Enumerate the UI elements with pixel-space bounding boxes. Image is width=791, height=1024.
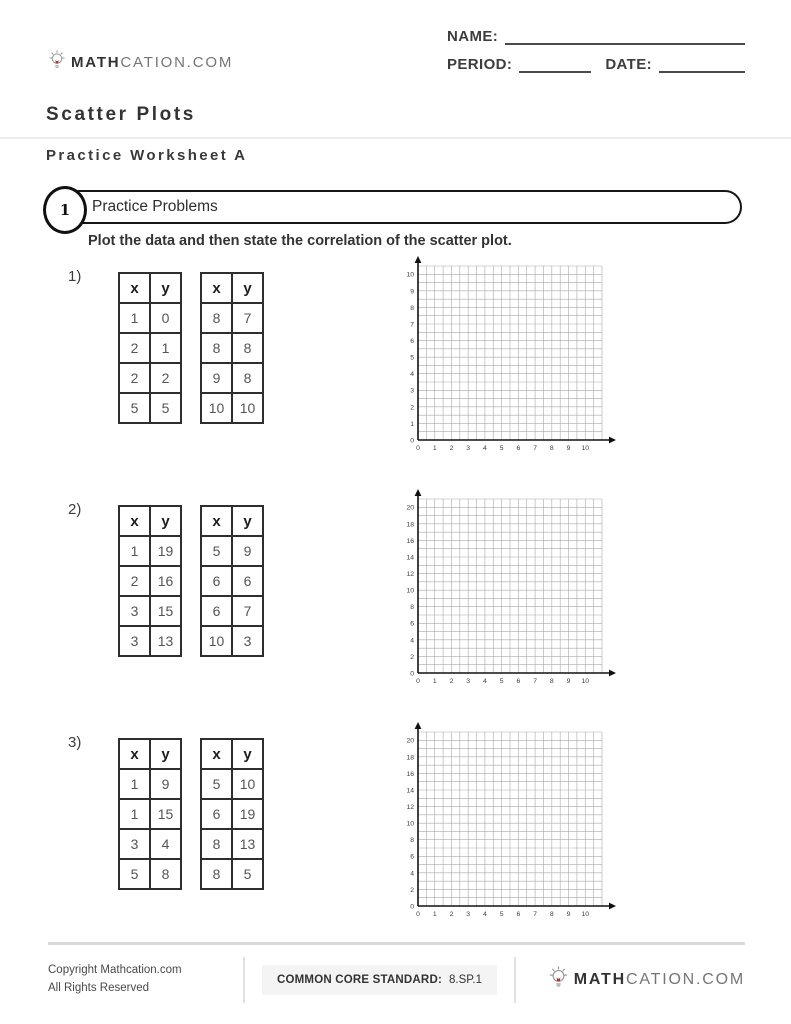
table-header-row bbox=[201, 273, 263, 303]
svg-text:18: 18 bbox=[406, 754, 414, 762]
table-header-row bbox=[119, 273, 181, 303]
svg-text:3: 3 bbox=[466, 911, 471, 918]
svg-text:14: 14 bbox=[406, 554, 414, 562]
svg-text:2: 2 bbox=[449, 678, 454, 685]
table-cell: 6 bbox=[232, 566, 263, 596]
svg-text:4: 4 bbox=[410, 637, 414, 645]
svg-text:2: 2 bbox=[410, 653, 414, 661]
copyright-line2: All Rights Reserved bbox=[48, 982, 149, 994]
title-divider bbox=[0, 137, 791, 139]
logo-text-bold: MATH bbox=[573, 971, 626, 988]
table-cell: 10 bbox=[232, 769, 263, 799]
problem-block bbox=[0, 722, 791, 940]
svg-text:1: 1 bbox=[410, 420, 414, 428]
problem-block bbox=[0, 256, 791, 474]
mathcation-footer-logo bbox=[548, 966, 745, 995]
table-row bbox=[119, 303, 181, 333]
table-cell: 1 bbox=[119, 769, 150, 799]
table-cell: 8 bbox=[232, 363, 263, 393]
table-header-row bbox=[119, 506, 181, 536]
lightbulb-icon bbox=[548, 966, 569, 995]
svg-text:5: 5 bbox=[499, 678, 504, 685]
column-header: y bbox=[232, 739, 263, 769]
svg-text:3: 3 bbox=[466, 678, 471, 685]
svg-text:16: 16 bbox=[406, 537, 414, 545]
logo-text bbox=[574, 971, 745, 989]
table-cell: 9 bbox=[232, 536, 263, 566]
svg-text:7: 7 bbox=[410, 321, 414, 329]
svg-text:10: 10 bbox=[406, 271, 414, 279]
table-row bbox=[201, 333, 263, 363]
table-cell: 19 bbox=[232, 799, 263, 829]
table-cell: 3 bbox=[119, 829, 150, 859]
table-cell: 8 bbox=[150, 859, 181, 889]
svg-text:8: 8 bbox=[410, 604, 414, 612]
table-row bbox=[201, 769, 263, 799]
svg-text:0: 0 bbox=[416, 445, 420, 452]
xy-data-table bbox=[200, 738, 264, 890]
svg-text:5: 5 bbox=[499, 445, 504, 452]
svg-text:0: 0 bbox=[416, 678, 420, 685]
svg-text:7: 7 bbox=[533, 445, 537, 452]
svg-text:10: 10 bbox=[581, 445, 590, 452]
svg-text:9: 9 bbox=[566, 445, 571, 452]
svg-text:0: 0 bbox=[410, 670, 414, 678]
page-header bbox=[48, 28, 745, 84]
table-cell: 1 bbox=[119, 303, 150, 333]
worksheet-subtitle: Practice Worksheet A bbox=[46, 147, 248, 164]
table-row bbox=[119, 829, 181, 859]
svg-text:10: 10 bbox=[406, 820, 414, 828]
table-cell: 6 bbox=[201, 799, 232, 829]
column-header: y bbox=[232, 506, 263, 536]
table-cell: 10 bbox=[201, 393, 232, 423]
table-row bbox=[119, 363, 181, 393]
period-blank-line bbox=[519, 58, 591, 73]
logo-text bbox=[71, 54, 233, 72]
svg-text:2: 2 bbox=[449, 445, 454, 452]
svg-text:4: 4 bbox=[483, 678, 487, 685]
table-cell: 5 bbox=[150, 393, 181, 423]
svg-text:6: 6 bbox=[410, 853, 414, 861]
date-label: DATE: bbox=[605, 56, 653, 73]
problem-number-label: 3) bbox=[68, 734, 82, 751]
svg-text:0: 0 bbox=[410, 903, 414, 911]
svg-text:7: 7 bbox=[533, 678, 537, 685]
xy-data-table bbox=[200, 272, 264, 424]
common-core-standard-badge bbox=[262, 965, 497, 995]
table-cell: 5 bbox=[119, 859, 150, 889]
table-cell: 8 bbox=[201, 859, 232, 889]
svg-text:9: 9 bbox=[410, 288, 414, 296]
date-blank-line bbox=[659, 58, 745, 73]
svg-text:1: 1 bbox=[432, 911, 437, 918]
table-cell: 7 bbox=[232, 596, 263, 626]
svg-text:9: 9 bbox=[566, 678, 571, 685]
scatter-grid-area bbox=[402, 256, 626, 467]
column-header: y bbox=[150, 739, 181, 769]
table-row bbox=[201, 626, 263, 656]
table-row bbox=[201, 859, 263, 889]
table-row bbox=[201, 363, 263, 393]
problem-block bbox=[0, 489, 791, 707]
footer-divider-vertical-2 bbox=[514, 957, 516, 1003]
svg-text:2: 2 bbox=[449, 911, 454, 918]
table-cell: 6 bbox=[201, 566, 232, 596]
table-cell: 2 bbox=[119, 363, 150, 393]
table-cell: 1 bbox=[119, 536, 150, 566]
table-cell: 13 bbox=[232, 829, 263, 859]
table-cell: 2 bbox=[119, 566, 150, 596]
copyright-text bbox=[48, 962, 243, 998]
svg-text:4: 4 bbox=[410, 371, 414, 379]
svg-text:10: 10 bbox=[581, 678, 590, 685]
section-number-badge: 1 bbox=[43, 186, 87, 234]
table-row bbox=[119, 626, 181, 656]
svg-text:7: 7 bbox=[533, 911, 537, 918]
table-cell: 8 bbox=[201, 303, 232, 333]
svg-text:1: 1 bbox=[432, 445, 437, 452]
table-row bbox=[201, 596, 263, 626]
xy-data-table bbox=[118, 272, 182, 424]
svg-text:8: 8 bbox=[410, 304, 414, 312]
column-header: x bbox=[119, 739, 150, 769]
table-cell: 1 bbox=[150, 333, 181, 363]
table-cell: 16 bbox=[150, 566, 181, 596]
name-blank-line bbox=[505, 30, 745, 45]
logo-text-bold: MATH bbox=[71, 54, 121, 71]
column-header: x bbox=[201, 739, 232, 769]
table-cell: 9 bbox=[150, 769, 181, 799]
name-label: NAME: bbox=[447, 28, 499, 45]
page-footer bbox=[48, 957, 745, 1003]
table-header-row bbox=[201, 506, 263, 536]
table-row bbox=[119, 799, 181, 829]
table-cell: 5 bbox=[232, 859, 263, 889]
table-row bbox=[201, 799, 263, 829]
svg-text:8: 8 bbox=[549, 911, 554, 918]
table-cell: 3 bbox=[232, 626, 263, 656]
table-row bbox=[119, 566, 181, 596]
section-header bbox=[48, 190, 742, 224]
svg-text:8: 8 bbox=[410, 837, 414, 845]
table-row bbox=[119, 596, 181, 626]
table-cell: 8 bbox=[201, 333, 232, 363]
xy-data-table bbox=[200, 505, 264, 657]
svg-text:20: 20 bbox=[406, 504, 414, 512]
table-cell: 3 bbox=[119, 626, 150, 656]
table-row bbox=[119, 536, 181, 566]
svg-text:16: 16 bbox=[406, 770, 414, 778]
problem-number-label: 2) bbox=[68, 501, 82, 518]
svg-text:6: 6 bbox=[516, 911, 521, 918]
column-header: x bbox=[201, 273, 232, 303]
svg-text:4: 4 bbox=[483, 445, 487, 452]
lightbulb-icon bbox=[48, 50, 66, 76]
table-row bbox=[119, 769, 181, 799]
scatter-grid-area bbox=[402, 722, 626, 933]
section-label: Practice Problems bbox=[92, 198, 218, 215]
footer-divider-vertical-1 bbox=[243, 957, 245, 1003]
table-cell: 6 bbox=[201, 596, 232, 626]
standard-value: 8.SP.1 bbox=[448, 974, 483, 986]
svg-text:4: 4 bbox=[483, 911, 487, 918]
standard-label: COMMON CORE STANDARD: bbox=[277, 974, 442, 986]
footer-divider bbox=[48, 942, 745, 945]
svg-text:14: 14 bbox=[406, 787, 414, 795]
svg-text:12: 12 bbox=[406, 803, 414, 811]
svg-text:0: 0 bbox=[416, 911, 420, 918]
table-row bbox=[201, 829, 263, 859]
column-header: y bbox=[232, 273, 263, 303]
xy-data-table bbox=[118, 505, 182, 657]
column-header: x bbox=[119, 273, 150, 303]
empty-scatter-grid bbox=[402, 722, 626, 928]
svg-text:6: 6 bbox=[410, 337, 414, 345]
svg-text:6: 6 bbox=[410, 620, 414, 628]
table-cell: 10 bbox=[232, 393, 263, 423]
svg-text:3: 3 bbox=[466, 445, 471, 452]
svg-text:20: 20 bbox=[406, 737, 414, 745]
svg-text:6: 6 bbox=[516, 678, 521, 685]
column-header: y bbox=[150, 273, 181, 303]
table-row bbox=[201, 536, 263, 566]
table-cell: 5 bbox=[119, 393, 150, 423]
scatter-grid-area bbox=[402, 489, 626, 700]
problem-number-label: 1) bbox=[68, 268, 82, 285]
table-cell: 15 bbox=[150, 596, 181, 626]
table-cell: 19 bbox=[150, 536, 181, 566]
column-header: x bbox=[119, 506, 150, 536]
table-row bbox=[119, 393, 181, 423]
table-row bbox=[119, 859, 181, 889]
instruction-text: Plot the data and then state the correlation of the scatter plot. bbox=[88, 233, 512, 249]
table-cell: 5 bbox=[201, 769, 232, 799]
period-label: PERIOD: bbox=[447, 56, 513, 73]
svg-text:8: 8 bbox=[549, 445, 554, 452]
logo-text-light: CATION.COM bbox=[625, 971, 746, 988]
svg-text:10: 10 bbox=[581, 911, 590, 918]
table-cell: 13 bbox=[150, 626, 181, 656]
svg-text:0: 0 bbox=[410, 437, 414, 445]
svg-text:2: 2 bbox=[410, 886, 414, 894]
page-title: Scatter Plots bbox=[46, 104, 196, 125]
table-cell: 7 bbox=[232, 303, 263, 333]
table-cell: 1 bbox=[119, 799, 150, 829]
logo-text-light: CATION.COM bbox=[120, 54, 234, 71]
column-header: y bbox=[150, 506, 181, 536]
svg-text:5: 5 bbox=[410, 354, 414, 362]
table-cell: 3 bbox=[119, 596, 150, 626]
table-cell: 15 bbox=[150, 799, 181, 829]
copyright-line1: Copyright Mathcation.com bbox=[48, 964, 182, 977]
table-row bbox=[119, 333, 181, 363]
table-cell: 10 bbox=[201, 626, 232, 656]
table-cell: 2 bbox=[119, 333, 150, 363]
table-cell: 8 bbox=[232, 333, 263, 363]
table-cell: 2 bbox=[150, 363, 181, 393]
svg-text:1: 1 bbox=[432, 678, 437, 685]
svg-text:9: 9 bbox=[566, 911, 571, 918]
xy-data-table bbox=[118, 738, 182, 890]
empty-scatter-grid bbox=[402, 256, 626, 462]
period-date-field-row bbox=[447, 56, 745, 73]
student-fields bbox=[447, 28, 745, 84]
table-cell: 5 bbox=[201, 536, 232, 566]
svg-text:6: 6 bbox=[516, 445, 521, 452]
table-cell: 9 bbox=[201, 363, 232, 393]
svg-text:2: 2 bbox=[410, 404, 414, 412]
table-row bbox=[201, 566, 263, 596]
svg-text:4: 4 bbox=[410, 870, 414, 878]
empty-scatter-grid bbox=[402, 489, 626, 695]
table-cell: 0 bbox=[150, 303, 181, 333]
name-field-row bbox=[447, 28, 745, 45]
table-header-row bbox=[201, 739, 263, 769]
svg-text:5: 5 bbox=[499, 911, 504, 918]
table-header-row bbox=[119, 739, 181, 769]
svg-text:18: 18 bbox=[406, 521, 414, 529]
table-cell: 8 bbox=[201, 829, 232, 859]
table-row bbox=[201, 303, 263, 333]
svg-text:3: 3 bbox=[410, 387, 414, 395]
table-cell: 4 bbox=[150, 829, 181, 859]
column-header: x bbox=[201, 506, 232, 536]
mathcation-logo bbox=[48, 42, 233, 84]
table-row bbox=[201, 393, 263, 423]
svg-text:8: 8 bbox=[549, 678, 554, 685]
svg-text:12: 12 bbox=[406, 570, 414, 578]
svg-text:10: 10 bbox=[406, 587, 414, 595]
